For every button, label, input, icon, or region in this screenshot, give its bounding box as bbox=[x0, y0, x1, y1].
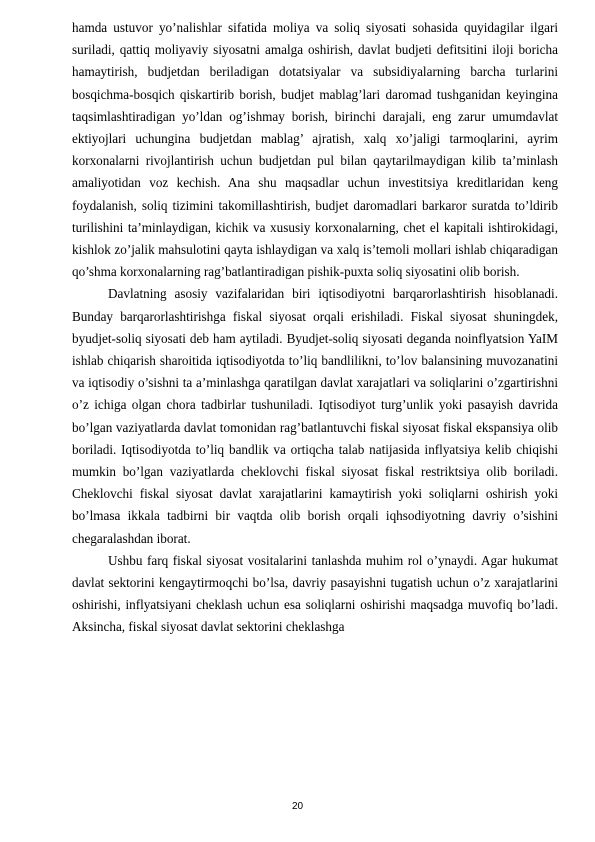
paragraph-2: Davlatning asosiy vazifalaridan biri iqtisodiyotni barqarorlashtirish hisoblanadi. Bunday barqarorlashtirishga fiskal siyosat orqali erishiladi. Fiskal siyosat shuningdek, byudjet-soliq siyosati deb ham aytiladi. Byudjet-soliq siyosati deganda noinflyatsion YaIM ishlab chiqarish sharoitida iqtisodiyotda to’liq bandlilikni, to’lov balansining muvozanatini va iqtisodiy o’sishni ta a’minlashga qaratilgan davlat xarajatlari va soliqlarini o’zgartirishni o’z ichiga olgan chora tadbirlar tushuniladi. Iqtisodiyot turg’unlik yoki pasayish davrida bo’lgan vaziyatlarda davlat tomonidan rag’batlantuvchi fiskal siyosat fiskal ekspansiya olib boriladi. Iqtisodiyotda to’liq bandlik va ortiqcha talab natijasida inflyatsiya kelib chiqishi mumkin bo’lgan vaziyatlarda cheklovchi fiskal siyosat fiskal restriktsiya olib boriladi. Cheklovchi fiskal siyosat davlat xarajatlarini kamaytirish yoki soliqlarni oshirish yoki bo’lmasa ikkala tadbirni bir vaqtda olib borish orqali iqhsodiyotning davriy o’sishini chegaralashdan iborat. bbox=[72, 286, 558, 546]
paragraph-1: hamda ustuvor yo’nalishlar sifatida moliya va soliq siyosati sohasida quyidagilar ilgari suriladi, qattiq moliyaviy siyosatni amalga oshirish, davlat budjeti defitsitini iloji boricha hamaytirish, budjetdan beriladigan dotatsiyalar va subsidiyalarning barcha turlarini bosqichma-bosqich qiskartirib borish, budjet mablag’lari daromad tushganidan keyingina taqsimlashtiradigan yo’ldan og’ishmay borish, birinchi darajali, eng zarur umumdavlat ektiyojlari uchungina budjetdan mablag’ ajratish, xalq xo’jaligi tarmoqlarini, ayrim korxonalarni rivojlantirish uchun budjetdan pul bilan qaytarilmaydigan kilib ta’minlash amaliyotidan voz kechish. Ana shu maqsadlar uchun investitsiya kreditlaridan keng foydalanish, soliq tizimini takomillashtirish, budjet daromadlari barkaror suratda to’ldirib turilishini ta’minlaydigan, kichik va xususiy korxonalarning, chet el kapitali ishtirokidagi, kishlok zo’jalik mahsulotini qayta ishlaydigan va xalq is’temoli mollari ishlab chiqaradigan qo’shma korxonalarning rag’batlantiradigan pishik-puxta soliq siyosatini olib borish. bbox=[72, 20, 558, 280]
page-number: 20 bbox=[291, 801, 304, 812]
body-text bbox=[72, 17, 558, 639]
paragraph-3: Ushbu farq fiskal siyosat vositalarini tanlashda muhim rol o’ynaydi. Agar hukumat davlat sektorini kengaytirmoqchi bo’lsa, davriy pasayishni tugatish uchun o’z xarajatlarini oshirishi, inflyatsiyani cheklash uchun esa soliqlarni oshirishi maqsadga muvofiq bo’ladi. Aksincha, fiskal siyosat davlat sektorini cheklashga bbox=[72, 552, 558, 635]
